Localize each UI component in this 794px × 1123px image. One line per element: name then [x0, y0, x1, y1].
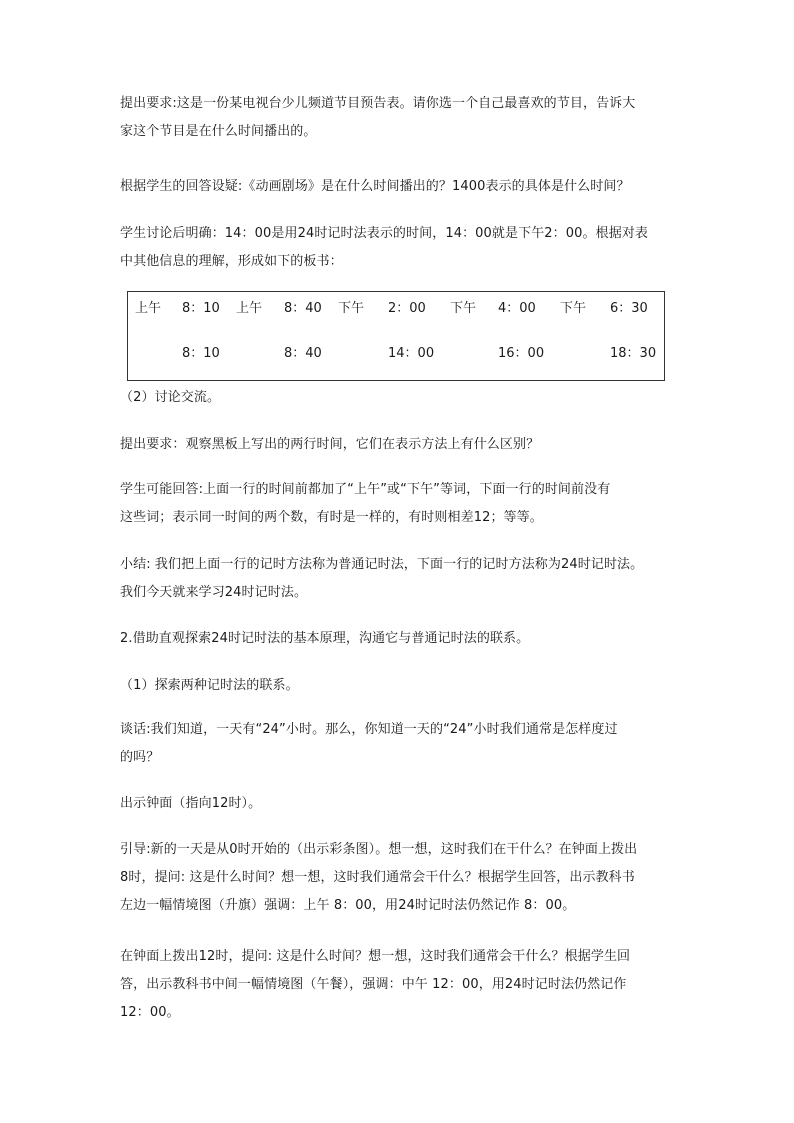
paragraph-summary: 小结: 我们把上面一行的记时方法称为普通记时法，下面一行的记时方法称为24时记时法。 我们今天就来学习24时记时法。 — [120, 557, 644, 600]
board-time-4: 4：00 — [498, 301, 536, 316]
board-prefix-5: 下午 — [560, 301, 587, 316]
board-time-2: 8：40 — [284, 301, 322, 316]
paragraph-request-1: 提出要求:这是一份某电视台少儿频道节目预告表。请你选一个自己最喜欢的节目，告诉大 家这个节目是在什么时间播出的。 — [120, 96, 636, 139]
blackboard-table — [127, 291, 665, 381]
paragraph-discuss-heading: （2）讨论交流。 — [120, 390, 221, 405]
paragraph-discussion: 学生讨论后明确：14：00是用24时记时法表示的时间，14：00就是下午2：00。根据对表 中其他信息的理解，形成如下的板书： — [120, 226, 649, 269]
board-time-5: 6：30 — [610, 301, 648, 316]
subsection-heading-1: （1）探索两种记时法的联系。 — [120, 678, 299, 693]
board-24h-time-3: 14：00 — [388, 346, 435, 361]
board-time-1: 8：10 — [182, 301, 220, 316]
board-24h-time-4: 16：00 — [498, 346, 545, 361]
board-24h-time-2: 8：40 — [284, 346, 322, 361]
paragraph-question: 根据学生的回答设疑:《动画剧场》是在什么时间播出的？1400表示的具体是什么时间？ — [120, 179, 630, 194]
board-24h-time-5: 18：30 — [610, 346, 657, 361]
board-time-3: 2：00 — [388, 301, 426, 316]
board-24h-time-1: 8：10 — [182, 346, 220, 361]
board-prefix-4: 下午 — [450, 301, 477, 316]
paragraph-noon: 在钟面上拨出12时，提问: 这是什么时间？想一想，这时我们通常会干什么？根据学生回 答，出示教科书中间一幅情境图（午餐），强调：中午 12：00，用24时记时法仍然记作 12：00。 — [120, 949, 631, 1020]
paragraph-request-2: 提出要求：观察黑板上写出的两行时间，它们在表示方法上有什么区别？ — [120, 437, 540, 452]
board-prefix-3: 下午 — [338, 301, 365, 316]
board-prefix-2: 上午 — [236, 301, 263, 316]
paragraph-guide: 引导:新的一天是从0时开始的（出示彩条图）。想一想，这时我们在干什么？在钟面上拨出 8时，提问: 这是什么时间？想一想，这时我们通常会干什么？根据学生回答，出示教科书 左边一幅情境图（升旗）强调：上午 8：00，用24时记时法仍然记作 8：00。 — [120, 842, 638, 913]
paragraph-clock: 出示钟面（指向12时）。 — [120, 796, 262, 811]
section-heading-2: 2.借助直观探索24时记时法的基本原理，沟通它与普通记时法的联系。 — [120, 631, 530, 646]
board-prefix-1: 上午 — [135, 301, 162, 316]
paragraph-student-answer: 学生可能回答:上面一行的时间前都加了“上午”或“下午”等词，下面一行的时间前没有 这些词；表示同一时间的两个数，有时是一样的，有时则相差12；等等。 — [120, 482, 611, 525]
paragraph-talk: 谈话:我们知道，一天有“24”小时。那么，你知道一天的“24”小时我们通常是怎样度过 的吗？ — [120, 722, 618, 765]
